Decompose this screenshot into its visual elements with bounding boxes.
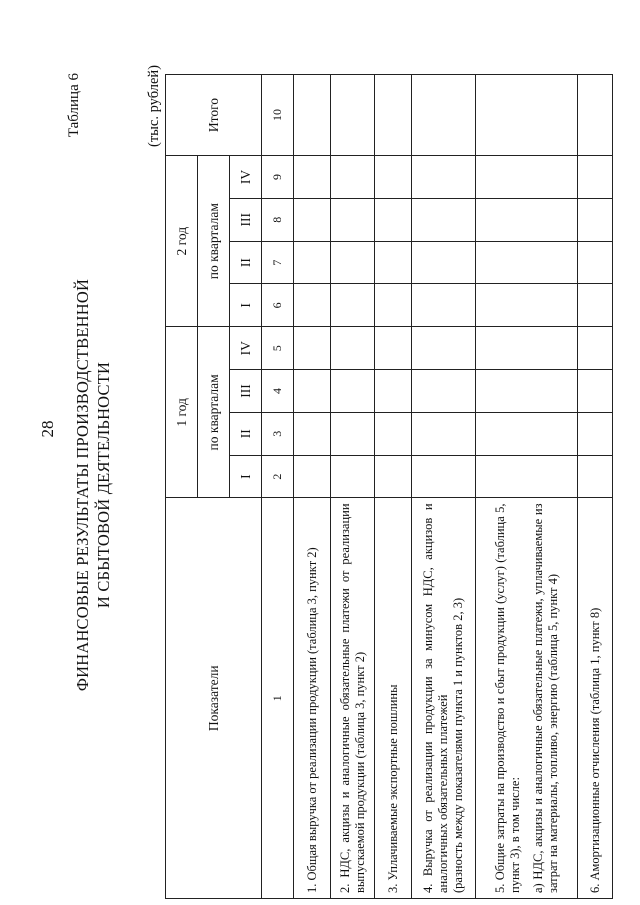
table-row <box>412 75 476 899</box>
table-row <box>578 75 613 899</box>
quarter-header: IV <box>230 327 262 370</box>
table-row <box>476 75 578 899</box>
row-label: 3. Уплачиваемые экспортные пошлины <box>375 498 412 899</box>
page-number: 28 <box>38 420 57 438</box>
row-label: 4. Выручка от реализации продукции за минусом НДС, акцизов и аналогичных обязательных платежей (разность между показателями пункта 1 и пунктов 2, 3) <box>412 498 476 899</box>
column-number: 4 <box>262 370 294 413</box>
column-number: 3 <box>262 412 294 455</box>
quarter-header: III <box>230 198 262 241</box>
row-label: 1. Общая выручка от реализации продукции (таблица 3, пункт 2) <box>294 498 331 899</box>
header-by-quarters-1: по кварталам <box>198 327 230 498</box>
document-title <box>72 65 114 905</box>
header-indicators: Показатели <box>166 498 262 899</box>
title-line-2: И СБЫТОВОЙ ДЕЯТЕЛЬНОСТИ <box>94 361 113 609</box>
header-year-1: 1 год <box>166 327 198 498</box>
quarter-header: I <box>230 284 262 327</box>
quarter-header: II <box>230 412 262 455</box>
column-number: 10 <box>262 75 294 156</box>
header-year-2: 2 год <box>166 156 198 327</box>
title-line-1: ФИНАНСОВЫЕ РЕЗУЛЬТАТЫ ПРОИЗВОДСТВЕННОЙ <box>73 278 92 692</box>
column-number: 8 <box>262 198 294 241</box>
row-label: 5. Общие затраты на производство и сбыт продукции (услуг) (таблица 5, пункт 3), в том числе: а) НДС, акцизы и аналогичные обязательные платежи, уплачиваемые из затрат на материалы, топливо, энергию (таблица 5, пункт 4) <box>476 498 578 899</box>
column-number: 6 <box>262 284 294 327</box>
table-row <box>331 75 375 899</box>
column-number: 9 <box>262 156 294 199</box>
quarter-header: IV <box>230 156 262 199</box>
row-label: 2. НДС, акцизы и аналогичные обязательные платежи от реализации выпускаемой продукции (таблица 3, пункт 2) <box>331 498 375 899</box>
column-number: 5 <box>262 327 294 370</box>
column-number: 7 <box>262 241 294 284</box>
quarter-header: III <box>230 370 262 413</box>
row-label: 6. Амортизационные отчисления (таблица 1, пункт 8) <box>578 498 613 899</box>
financial-results-table <box>165 74 613 899</box>
column-number: 1 <box>262 498 294 899</box>
table-row <box>375 75 412 899</box>
rotated-document <box>60 65 620 905</box>
table-number: Таблица 6 <box>66 73 82 138</box>
units-label: (тыс. рублей) <box>146 65 162 147</box>
header-by-quarters-2: по кварталам <box>198 156 230 327</box>
quarter-header: I <box>230 455 262 498</box>
column-number: 2 <box>262 455 294 498</box>
quarter-header: II <box>230 241 262 284</box>
table-row <box>294 75 331 899</box>
header-total: Итого <box>166 75 262 156</box>
